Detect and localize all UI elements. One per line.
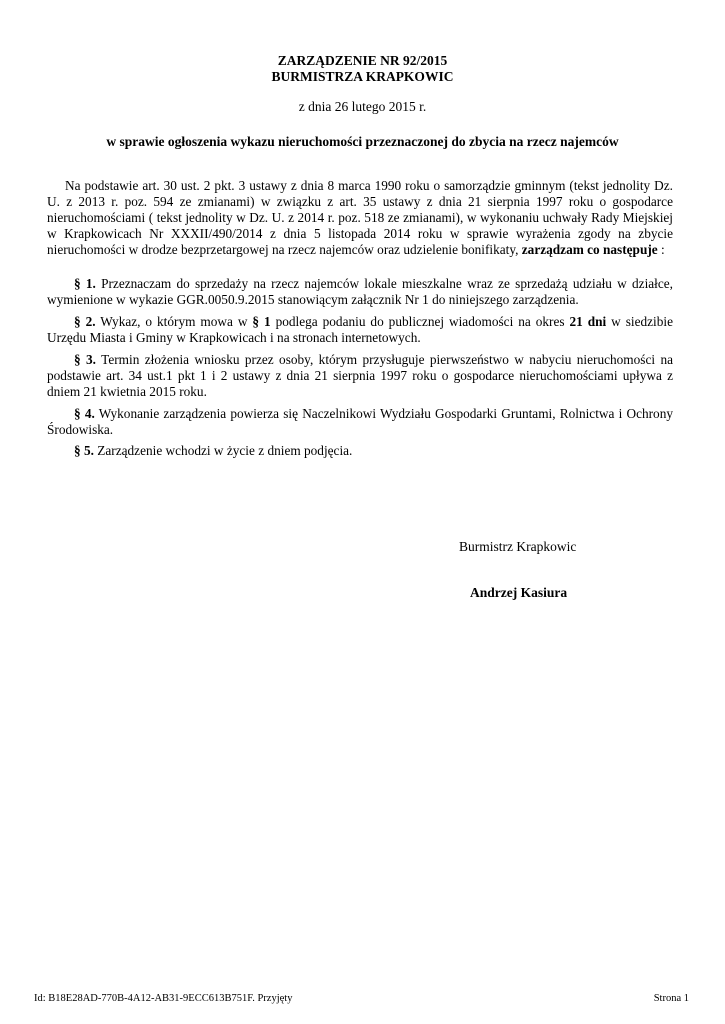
paragraph-2-text-a: Wykaz, o którym mowa w: [95, 314, 253, 329]
legal-basis-decision: zarządzam co następuje: [521, 242, 658, 257]
signature-name: Andrzej Kasiura: [470, 585, 568, 600]
document-issuer: BURMISTRZA KRAPKOWIC: [271, 69, 454, 84]
paragraph-5-number: § 5.: [74, 443, 94, 458]
paragraph-2-text-c: w siedzibie Urzędu Miasta i Gminy w Krapkowicach i na stronach internetowych.: [47, 314, 673, 345]
paragraph-1-number: § 1.: [74, 276, 96, 291]
footer-document-id: Id: B18E28AD-770B-4A12-AB31-9ECC613B751F. Przyjęty: [34, 993, 293, 1004]
paragraph-1: [47, 276, 673, 308]
paragraph-4-number: § 4.: [74, 406, 95, 421]
document-date: z dnia 26 lutego 2015 r.: [298, 99, 427, 114]
paragraph-2-number: § 2.: [74, 314, 96, 329]
paragraph-4: [47, 406, 673, 438]
legal-basis-paragraph: [47, 178, 673, 258]
paragraph-5-text: Zarządzenie wchodzi w życie z dniem podjęcia.: [93, 443, 353, 458]
signature-role: Burmistrz Krapkowic: [459, 539, 577, 554]
paragraph-2-ref: § 1: [252, 314, 271, 329]
legal-basis-colon: :: [657, 242, 665, 257]
legal-basis-text: Na podstawie art. 30 ust. 2 pkt. 3 ustawy z dnia 8 marca 1990 roku o samorządzie gminnym (tekst jednolity Dz. U. z 2013 r. poz. 594 ze zmianami) w związku z art. 35 ustawy z dnia 21 sierpnia 1997 roku o gospodarce nieruchomościami ( tekst jednolity w Dz. U. z 2014 r. poz. 518 ze zmianami), w wykonaniu uchwały Rady Miejskiej w Krapkowicach Nr XXXII/490/2014 z dnia 5 listopada 2014 roku w sprawie wyrażenia zgody na zbycie nieruchomości w drodze bezprzetargowej na rzecz najemców oraz udzielenie bonifikaty,: [47, 178, 673, 257]
paragraph-3-text: Termin złożenia wniosku przez osoby, którym przysługuje pierwszeństwo w nabyciu nieruchomości na podstawie art. 34 ust.1 pkt 1 i 2 ustawy z dnia 21 sierpnia 1997 roku o gospodarce nieruchomościami upływa z dniem 21 kwietnia 2015 roku.: [47, 352, 673, 399]
footer-page-number: Strona 1: [653, 993, 689, 1004]
paragraph-2-text-b: podlega podaniu do publicznej wiadomości na okres: [270, 314, 570, 329]
paragraph-2-period: 21 dni: [569, 314, 607, 329]
paragraph-1-text: Przeznaczam do sprzedaży na rzecz najemców lokale mieszkalne wraz ze sprzedażą udziału w działce, wymienione w wykazie GGR.0050.9.2015 stanowiącym załącznik Nr 1 do niniejszego zarządzenia.: [47, 276, 673, 307]
paragraph-5: [47, 443, 673, 459]
paragraph-3: [47, 352, 673, 400]
paragraph-3-number: § 3.: [74, 352, 97, 367]
paragraph-4-text: Wykonanie zarządzenia powierza się Naczelnikowi Wydziału Gospodarki Gruntami, Rolnictwa i Ochrony Środowiska.: [47, 406, 673, 437]
paragraph-2: [47, 314, 673, 346]
document-title: ZARZĄDZENIE NR 92/2015: [277, 53, 448, 68]
document-subject: w sprawie ogłoszenia wykazu nieruchomości przeznaczonej do zbycia na rzecz najemców: [106, 134, 619, 149]
